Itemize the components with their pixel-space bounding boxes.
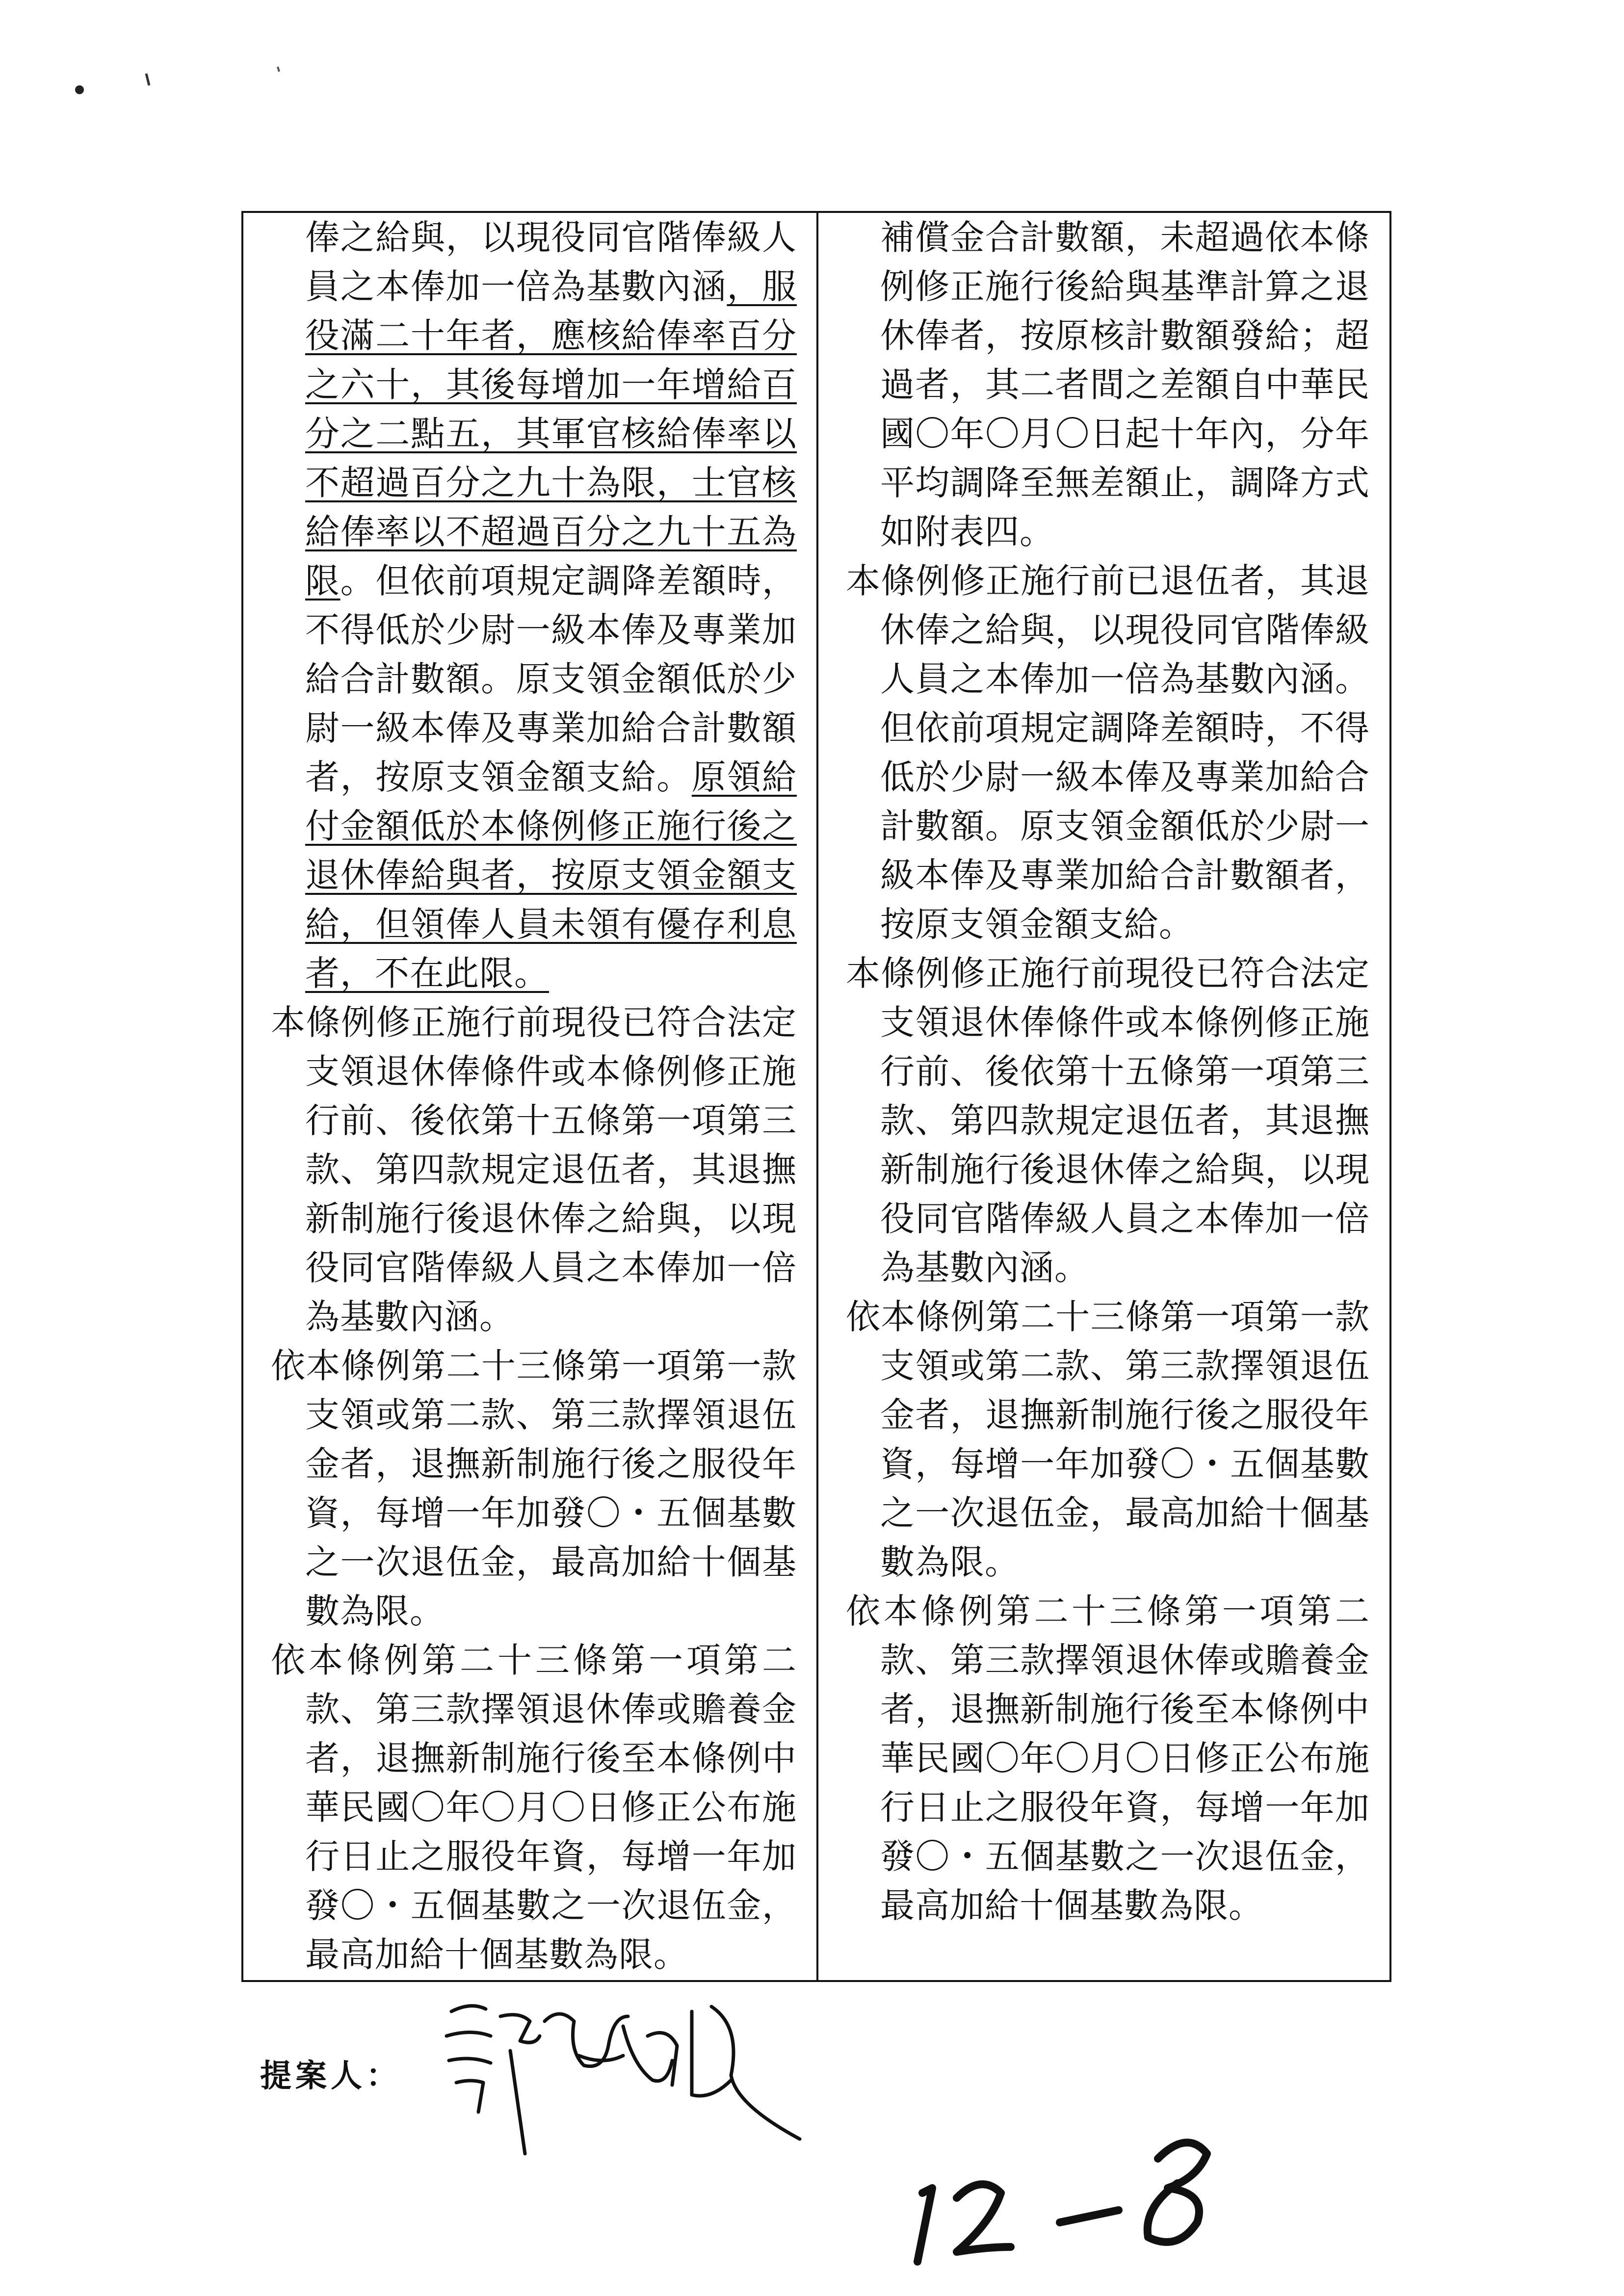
- proposer-label: 提案人：: [260, 2058, 401, 2094]
- left-cont-plain-2: 。但依前項規定調降差額時，不得低於少尉一級本俸及專業加給合計數額。原支領金額低於少尉一級本俸及專業加給合計數額者，按原支領金額支給。: [305, 561, 797, 797]
- handwritten-page-number: [903, 2100, 1246, 2267]
- left-cont-underlined: ，服役滿二十年者，應核給俸率百分之六十，其後每增加一年增給百分之二點五，其軍官核給俸率以不超過百分之九十為限，士官核給俸率以不超過百分之九十五為限: [305, 266, 797, 601]
- right-paragraph-1: 本條例修正施行前已退伍者，其退休俸之給與，以現役同官階俸級人員之本俸加一倍為基數內涵。但依前項規定調降差額時，不得低於少尉一級本俸及專業加給合計數額。原支領金額低於少尉一級本俸及專業加給合計數額者，按原支領金額支給。: [846, 561, 1370, 944]
- left-paragraph-3: 依本條例第二十三條第一項第一款支領或第二款、第三款擇領退伍金者，退撫新制施行後之服役年資，每增一年加發〇・五個基數之一次退伍金，最高加給十個基數為限。: [271, 1346, 797, 1631]
- scan-specks: [0, 0, 343, 123]
- left-cont-paragraph: [271, 213, 797, 998]
- left-paragraph-2: 本條例修正施行前現役已符合法定支領退休俸條件或本條例修正施行前、後依第十五條第一項第三款、第四款規定退伍者，其退撫新制施行後退休俸之給與，以現役同官階俸級人員之本俸加一倍為基數內涵。: [271, 1002, 797, 1337]
- left-paragraph-4: 依本條例第二十三條第一項第二款、第三款擇領退休俸或贍養金者，退撫新制施行後至本條例中華民國〇年〇月〇日修正公布施行日止之服役年資，每增一年加發〇・五個基數之一次退伍金，最高加給十個基數為限。: [271, 1640, 797, 1975]
- right-paragraph-2: 本條例修正施行前現役已符合法定支領退休俸條件或本條例修正施行前、後依第十五條第一項第三款、第四款規定退伍者，其退撫新制施行後退休俸之給與，以現役同官階俸級人員之本俸加一倍為基數內涵。: [846, 953, 1370, 1288]
- left-column: [243, 213, 816, 1980]
- left-cont-plain: 俸之給與，以現役同官階俸級人員之本俸加一倍為基數內涵: [305, 217, 797, 307]
- left-cont-underlined-2: 原領給付金額低於本條例修正施行後之退休俸給與者，按原支領金額支給，但領俸人員未領有優存利息者，不在此限。: [305, 757, 797, 993]
- right-paragraph-4: 依本條例第二十三條第一項第二款、第三款擇領退休俸或贍養金者，退撫新制施行後至本條例中華民國〇年〇月〇日修正公布施行日止之服役年資，每增一年加發〇・五個基數之一次退伍金，最高加給十個基數為限。: [846, 1591, 1370, 1926]
- right-cont-paragraph: 補償金合計數額，未超過依本條例修正施行後給與基準計算之退休俸者，按原核計數額發給；超過者，其二者間之差額自中華民國〇年〇月〇日起十年內，分年平均調降至無差額止，調降方式如附表四。: [880, 217, 1370, 552]
- right-column: [816, 213, 1389, 1980]
- handwritten-signature: [437, 1977, 810, 2164]
- right-paragraph-3: 依本條例第二十三條第一項第一款支領或第二款、第三款擇領退伍金者，退撫新制施行後之服役年資，每增一年加發〇・五個基數之一次退伍金，最高加給十個基數為限。: [846, 1297, 1370, 1582]
- comparison-table: [241, 211, 1391, 1982]
